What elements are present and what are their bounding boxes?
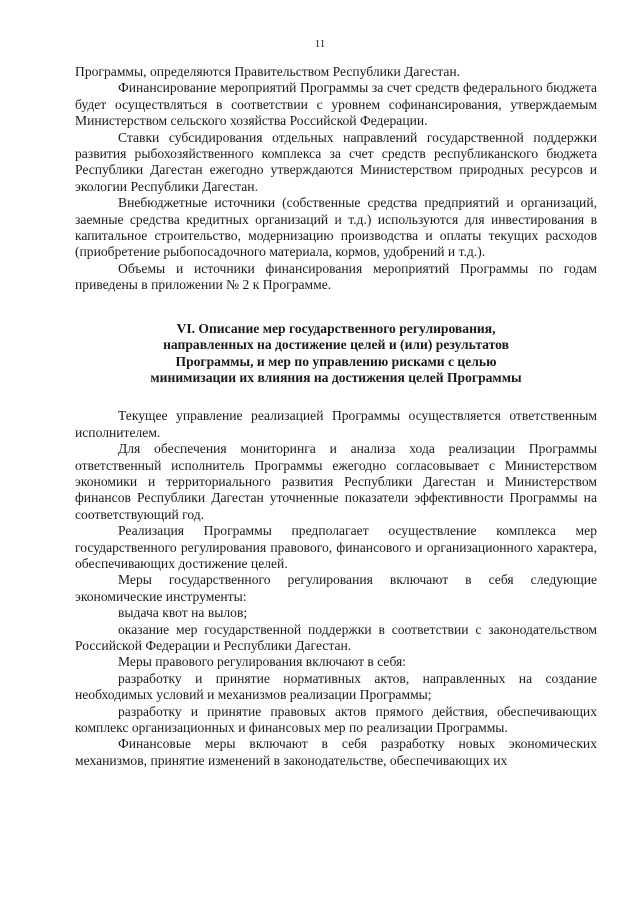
paragraph: Внебюджетные источники (собственные средства предприятий и организаций, заемные средства кредитных организаций и т.д.) используются для инвестирования в капитальное строительство, модернизацию производства и оплаты текущих расходов (приобретение рыбопосадочного материала, кормов, удобрений и т.д.).	[75, 195, 597, 260]
paragraph: Меры правового регулирования включают в себя:	[118, 654, 407, 670]
paragraph: Финансирование мероприятий Программы за счет средств федерального бюджета будет осуществляться в соответствии с уровнем софинансирования, утверждаемым Министерством сельского хозяйства Российской Федерации.	[75, 80, 597, 129]
paragraph: Для обеспечения мониторинга и анализа хода реализации Программы ответственный исполнитель Программы ежегодно согласовывает с Министерством экономики и территориального развития Республики Дагестан и Министерством финансов Республики Дагестан уточненные показатели эффективности Программы на соответствующий год.	[75, 441, 597, 522]
paragraph: Ставки субсидирования отдельных направлений государственной поддержки развития рыбохозяйственного комплекса за счет средств республиканского бюджета Республики Дагестан ежегодно утверждаются Министерством природных ресурсов и экологии Республики Дагестан.	[75, 129, 597, 194]
list-item: разработку и принятие нормативных актов, направленных на создание необходимых условий и механизмов реализации Программы;	[75, 670, 597, 703]
section-heading	[75, 321, 597, 387]
document-body	[75, 64, 597, 769]
section-heading-line: VI. Описание мер государственного регулирования,	[176, 320, 496, 336]
paragraph: Объемы и источники финансирования мероприятий Программы по годам приведены в приложении № 2 к Программе.	[75, 260, 597, 293]
section-heading-line: направленных на достижение целей и (или) результатов	[163, 337, 509, 353]
paragraph: Программы, определяются Правительством Республики Дагестан.	[75, 64, 461, 79]
paragraph: Текущее управление реализацией Программы осуществляется ответственным исполнителем.	[75, 408, 597, 440]
list-item: выдача квот на вылов;	[118, 605, 248, 621]
paragraph: Меры государственного регулирования включают в себя следующие экономические инструменты:	[75, 572, 597, 604]
paragraph: Финансовые меры включают в себя разработку новых экономических механизмов, принятие изменений в законодательстве, обеспечивающих их	[75, 736, 597, 768]
list-item: оказание мер государственной поддержки в соответствии с законодательством Российской Федерации и Республики Дагестан.	[75, 621, 597, 653]
list-item: разработку и принятие правовых актов прямого действия, обеспечивающих комплекс организационных и финансовых мер по реализации Программы.	[75, 703, 597, 736]
paragraph: Реализация Программы предполагает осуществление комплекса мер государственного регулирования правового, финансового и организационного характера, обеспечивающих достижение целей.	[75, 523, 597, 571]
section-heading-line: Программы, и мер по управлению рисками с целью	[175, 353, 497, 369]
page-number: 11	[314, 38, 326, 50]
section-heading-line: минимизации их влияния на достижения целей Программы	[150, 369, 522, 385]
